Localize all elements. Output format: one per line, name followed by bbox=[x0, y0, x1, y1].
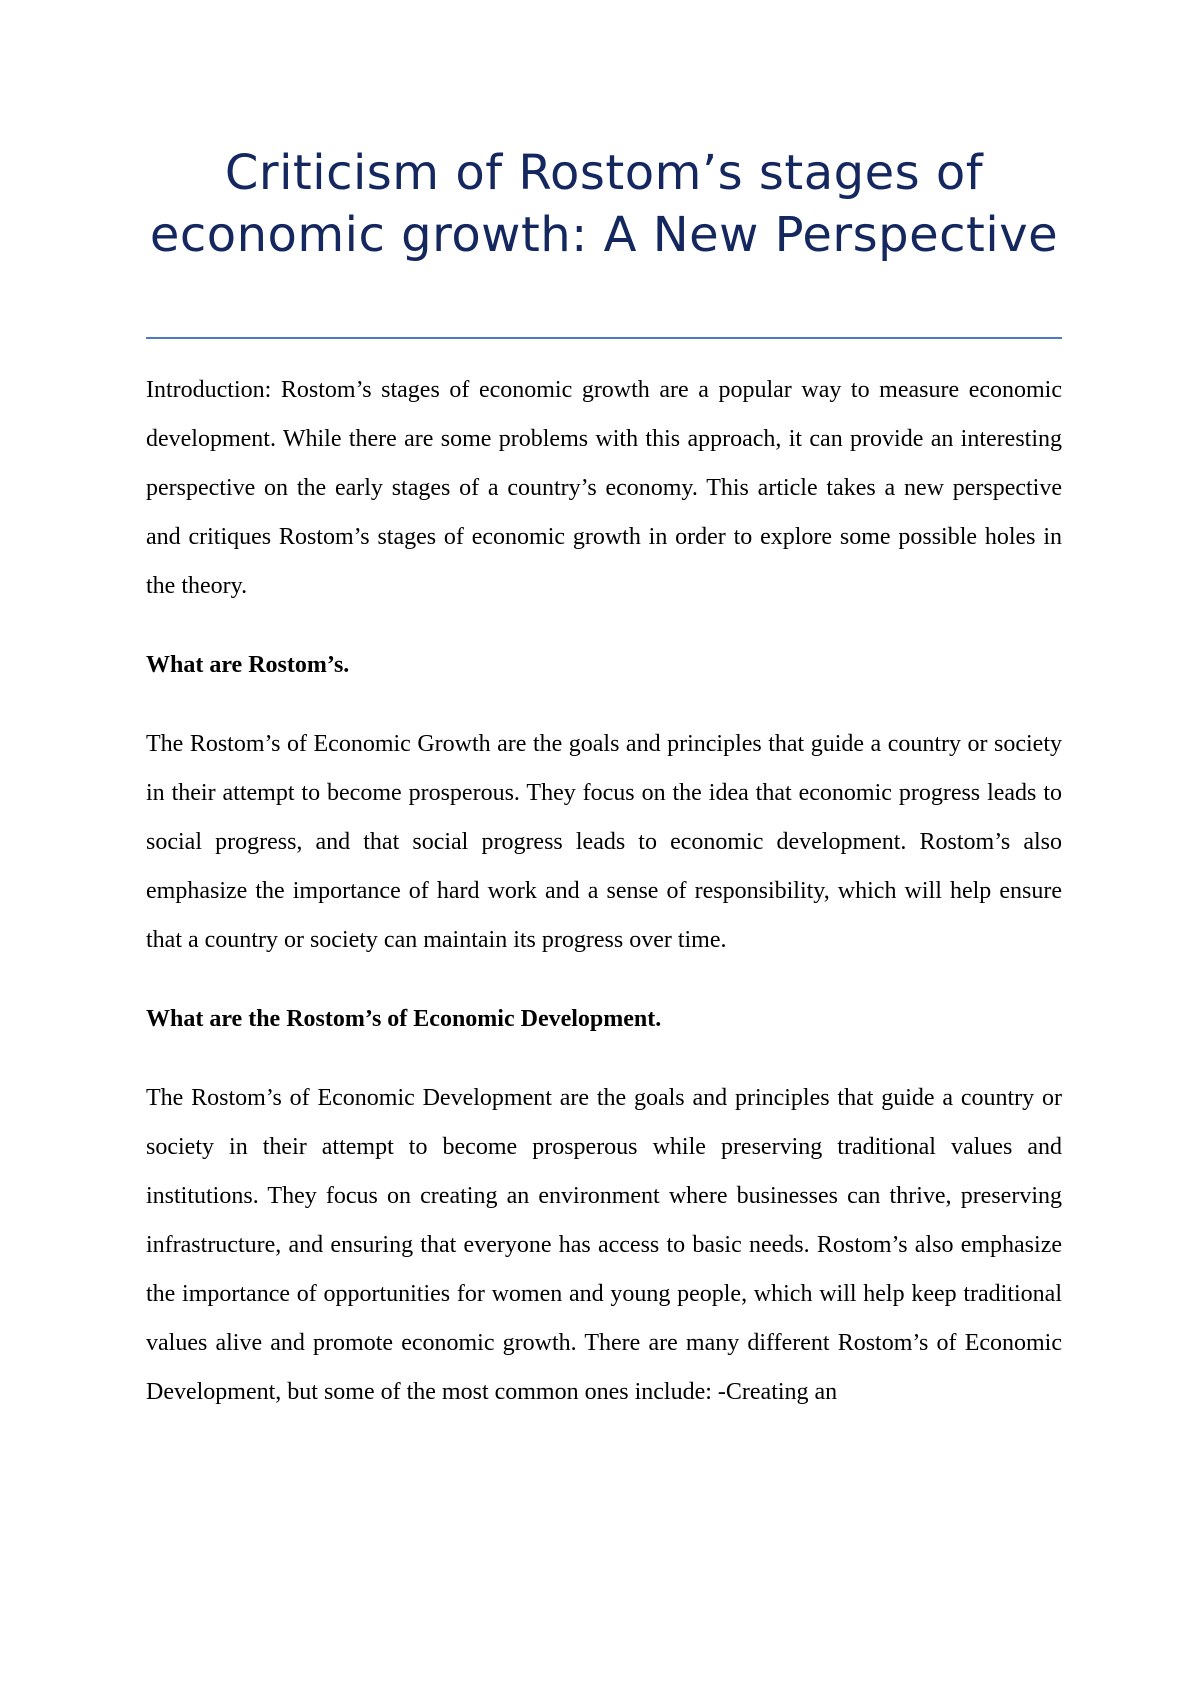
rostoms-economic-development-paragraph: The Rostom’s of Economic Development are the goals and principles that guide a country or society in their attempt to become prosperous while preserving traditional values and institutions. They focus on creating an environment where businesses can thrive, preserving infrastructure, and ensuring that everyone has access to basic needs. Rostom’s also emphasize the importance of opportunities for women and young people, which will help keep traditional values alive and promote economic growth. There are many different Rostom’s of Economic Development, but some of the most common ones include: -Creating an bbox=[146, 1085, 1062, 1405]
section-heading-economic-development: What are the Rostom’s of Economic Development. bbox=[146, 1006, 662, 1032]
rostoms-economic-growth-paragraph: The Rostom’s of Economic Growth are the goals and principles that guide a country or society in their attempt to become prosperous. They focus on the idea that economic progress leads to social progress, and that social progress leads to economic development. Rostom’s also emphasize the importance of hard work and a sense of responsibility, which will help ensure that a country or society can maintain its progress over time. bbox=[146, 731, 1062, 953]
introduction-paragraph: Introduction: Rostom’s stages of economic growth are a popular way to measure economic development. While there are some problems with this approach, it can provide an interesting perspective on the early stages of a country’s economy. This article takes a new perspective and critiques Rostom’s stages of economic growth in order to explore some possible holes in the theory. bbox=[146, 377, 1062, 599]
document-body bbox=[146, 366, 1062, 1447]
title-underline bbox=[146, 337, 1062, 339]
document-title: Criticism of Rostom’s stages of economic growth: A New Perspective bbox=[149, 145, 1059, 263]
section-heading-what-are-rostoms: What are Rostom’s. bbox=[146, 652, 350, 678]
